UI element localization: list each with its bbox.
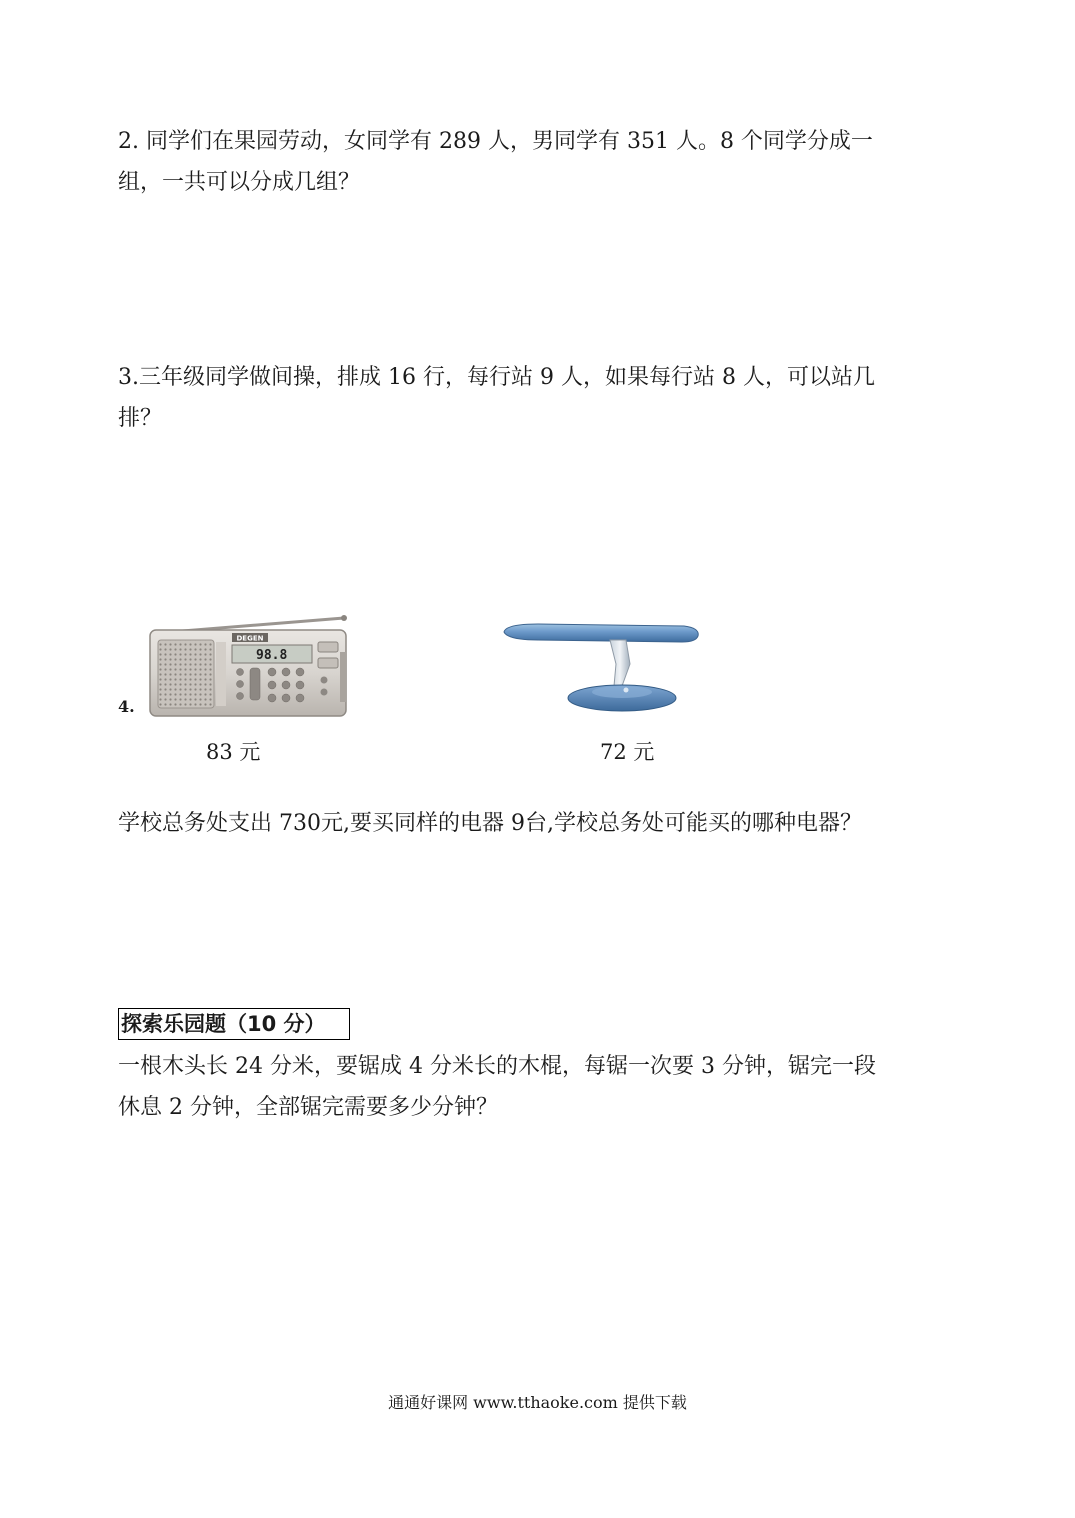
lamp-price: 72 元 — [600, 740, 655, 764]
q3-text-line1: 3.三年级同学做间操，排成 16 行，每行站 9 人，如果每行站 8 人，可以站几 — [118, 365, 875, 390]
q4-number: 4. — [118, 697, 135, 716]
q2-text-line2: 组，一共可以分成几组？ — [118, 170, 361, 195]
radio-image — [148, 612, 350, 718]
q4-question: 学校总务处支出 730元,要买同样的电器 9台,学校总务处可能买的哪种电器？ — [118, 811, 862, 836]
radio-price: 83 元 — [206, 740, 261, 764]
section-title-explore: 探索乐园题（10 分） — [118, 1008, 350, 1040]
desk-lamp-image — [498, 620, 704, 714]
explore-text-line2: 休息 2 分钟，全部锯完需要多少分钟？ — [118, 1095, 498, 1120]
radio-brand: DEGEN — [236, 634, 264, 643]
explore-text-line1: 一根木头长 24 分米，要锯成 4 分米长的木棍，每锯一次要 3 分钟，锯完一段 — [118, 1054, 876, 1079]
q2-text-line1: 2. 同学们在果园劳动，女同学有 289 人，男同学有 351 人。8 个同学分成一 — [118, 129, 873, 154]
radio-display: 98.8 — [256, 648, 288, 663]
page-footer: 通通好课网 www.tthaoke.com 提供下载 — [388, 1393, 687, 1412]
q3-text-line2: 排？ — [118, 406, 163, 431]
